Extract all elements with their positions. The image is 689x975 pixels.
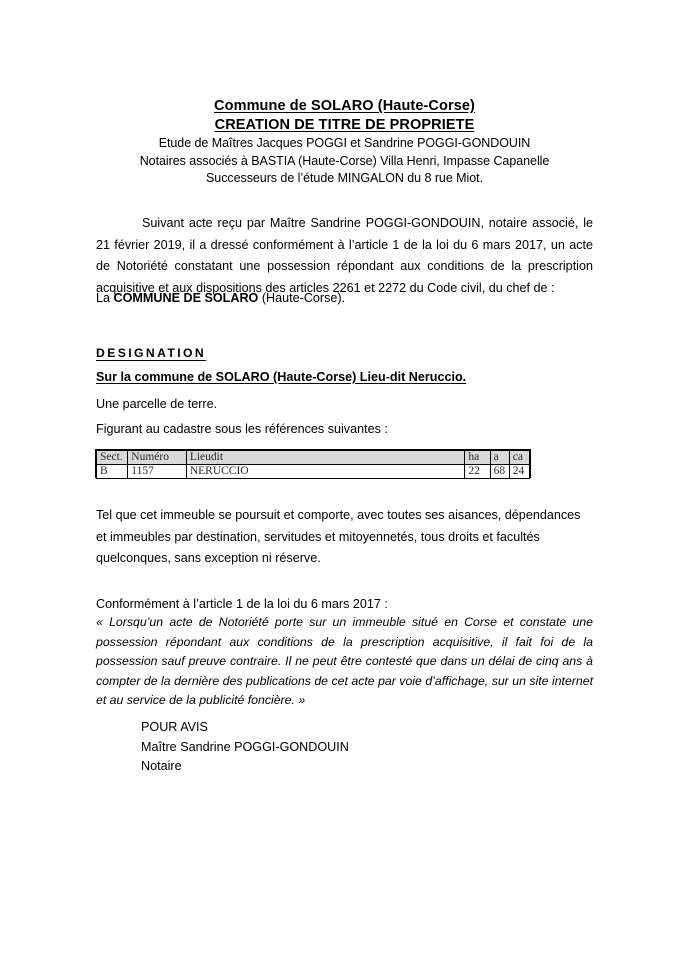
notary-successors-line: Successeurs de l’étude MINGALON du 8 rue Miot. (206, 171, 483, 185)
notary-office-line: Etude de Maîtres Jacques POGGI et Sandrine POGGI-GONDOUIN (158, 136, 531, 150)
owner-line-name: COMMUNE DE SOLARO (113, 291, 259, 305)
designation-heading (96, 346, 206, 360)
cadastre-cell-sect: B (97, 465, 128, 479)
table-row (97, 465, 530, 479)
parcel-description: Une parcelle de terre. (96, 397, 218, 411)
cadastre-cell-ca: 24 (509, 465, 529, 479)
clause-paragraph: Tel que cet immeuble se poursuit et comporte, avec toutes ses aisances, dépendances et immeubles par destination, servitudes et mitoyennetés, tous droits et facultés quelconques, sans exception ni réserve. (96, 508, 581, 565)
document-header (0, 97, 689, 188)
legal-quote: « Lorsqu’un acte de Notoriété porte sur un immeuble situé en Corse et constate une possession répondant aux conditions de la prescription acquisitive, il fait foi de la possession sauf preuve contraire. Il ne peut être contesté que dans un délai de cinq ans à compter de la dernière des publications de cet acte par voie d’affichage, sur un site internet et au service de la publicité foncière. » (96, 615, 593, 707)
signature-name: Maître Sandrine POGGI-GONDOUIN (141, 739, 349, 754)
signature-role: Notaire (141, 759, 182, 773)
cadastre-cell-lieudit: NERUCCIO (186, 465, 465, 479)
owner-line-suffix: (Haute-Corse). (258, 291, 346, 305)
designation-heading-text: DESIGNATION (96, 346, 207, 360)
cadastre-cell-numero: 1157 (128, 465, 187, 479)
signature-block (141, 718, 349, 777)
signature-pour-avis: POUR AVIS (141, 720, 208, 734)
owner-line-prefix: La (96, 291, 114, 305)
cadastre-cell-a: 68 (490, 465, 509, 479)
cadastre-cell-ha: 22 (465, 465, 490, 479)
cadastre-header-sect: Sect. (97, 451, 128, 465)
document-title-line-2-text: CREATION DE TITRE DE PROPRIETE (214, 117, 475, 133)
cadastre-header-ha: ha (465, 451, 490, 465)
cadastre-intro: Figurant au cadastre sous les références suivantes : (96, 422, 388, 436)
cadastre-table-header-row (97, 451, 530, 465)
notary-address-line: Notaires associés à BASTIA (Haute-Corse) Villa Henri, Impasse Capanelle (139, 153, 550, 168)
document-title-line-2 (0, 116, 689, 135)
document-title-line-1-text: Commune de SOLARO (Haute-Corse) (214, 98, 475, 114)
place-heading (96, 370, 466, 384)
legal-intro: Conformément à l’article 1 de la loi du 6 mars 2017 : (96, 597, 388, 611)
cadastre-table (96, 450, 530, 479)
cadastre-header-a: a (490, 451, 509, 465)
intro-paragraph: Suivant acte reçu par Maître Sandrine POGGI-GONDOUIN, notaire associé, le 21 février 2019, il a dressé conformément à l’article 1 de la loi du 6 mars 2017, un acte de Notoriété constatant une possession répondant aux conditions de la prescription acquisitive et aux dispositions des articles 2261 et 2272 du Code civil, du chef de : (96, 216, 593, 295)
cadastre-header-numero: Numéro (128, 451, 187, 465)
document-title-line-1 (0, 97, 689, 116)
cadastre-header-lieudit: Lieudit (186, 451, 465, 465)
cadastre-header-ca: ca (509, 451, 529, 465)
owner-line (96, 288, 593, 310)
place-heading-text: Sur la commune de SOLARO (Haute-Corse) Lieu-dit Neruccio. (96, 370, 467, 384)
